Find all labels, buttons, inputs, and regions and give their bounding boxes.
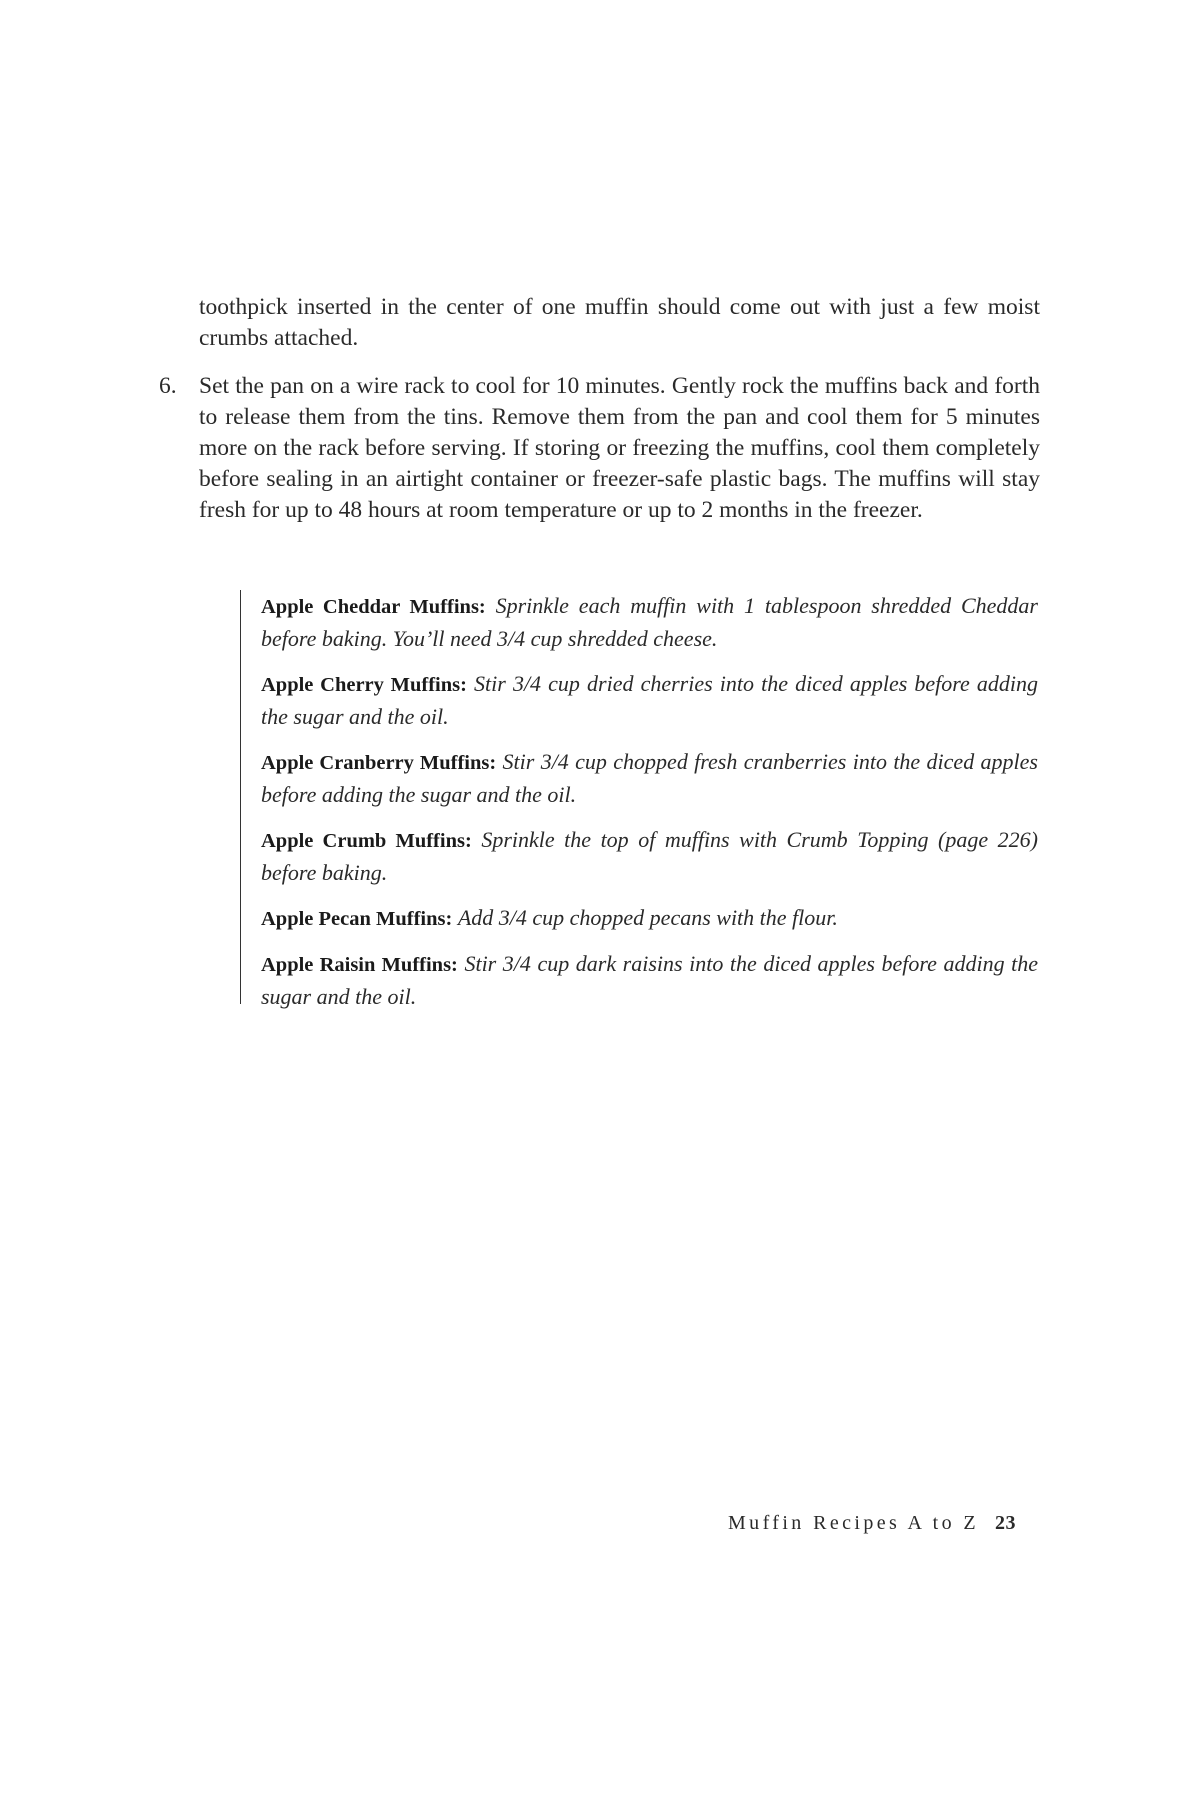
variation-text: Stir 3/4 cup dried cherries into the diced apples before adding the sugar and the oil. xyxy=(261,671,1039,729)
variation-text: Stir 3/4 cup chopped fresh cranberries into the diced apples before adding the sugar and the oil. xyxy=(261,749,1038,807)
variation-name: Apple Cherry Muffins: xyxy=(261,674,467,696)
variation-name: Apple Pecan Muffins: xyxy=(261,908,453,930)
variation-item xyxy=(261,668,1038,732)
variation-item xyxy=(261,746,1038,810)
variation-item xyxy=(261,948,1038,1012)
variation-item xyxy=(261,824,1038,888)
continuation-paragraph: toothpick inserted in the center of one muffin should come out with just a few moist crumbs attached. xyxy=(199,294,1040,351)
step-number: 6. xyxy=(159,373,177,399)
running-title: Muffin Recipes A to Z xyxy=(728,1512,980,1534)
variation-name: Apple Cranberry Muffins: xyxy=(261,752,497,774)
variation-item xyxy=(261,590,1038,654)
variation-text: Add 3/4 cup chopped pecans with the flour. xyxy=(457,905,838,930)
page-footer xyxy=(728,1510,1016,1536)
variation-name: Apple Cheddar Muffins: xyxy=(261,596,486,618)
variation-text: Sprinkle each muffin with 1 tablespoon shredded Cheddar before baking. You’ll need 3/4 cup shredded cheese. xyxy=(261,593,1038,651)
variations-box xyxy=(240,590,1039,1009)
step-paragraph: Set the pan on a wire rack to cool for 10 minutes. Gently rock the muffins back and forth to release them from the tins. Remove them from the pan and cool them for 5 minutes more on the rack before serving. If storing or freezing the muffins, cool them completely before sealing in an airtight container or freezer-safe plastic bags. The muffins will stay fresh for up to 48 hours at room temperature or up to 2 months in the freezer. xyxy=(199,373,1040,523)
variation-item xyxy=(261,902,1038,935)
page-number: 23 xyxy=(995,1512,1017,1534)
variation-name: Apple Crumb Muffins: xyxy=(261,830,472,852)
variation-name: Apple Raisin Muffins: xyxy=(261,954,458,976)
variation-text: Stir 3/4 cup dark raisins into the diced apples before adding the sugar and the oil. xyxy=(261,951,1038,1009)
variation-text: Sprinkle the top of muffins with Crumb Topping (page 226) before baking. xyxy=(261,827,1038,885)
